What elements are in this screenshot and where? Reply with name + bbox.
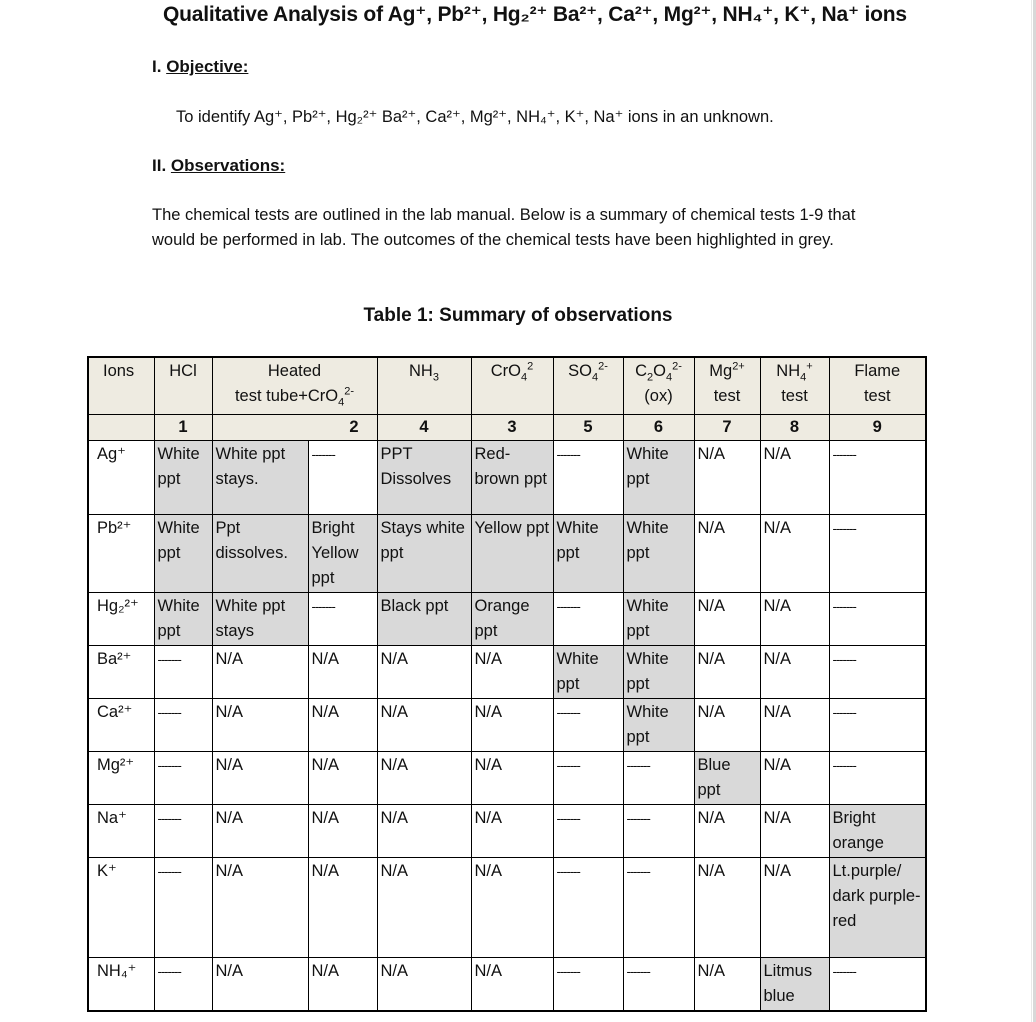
table-cell: Orange ppt bbox=[471, 593, 553, 646]
table-cell: N/A bbox=[471, 958, 553, 1012]
test-number: 8 bbox=[760, 415, 829, 441]
table-cell: White ppt bbox=[154, 515, 212, 593]
table-row bbox=[88, 699, 926, 752]
ion-label: Mg²⁺ bbox=[88, 752, 154, 805]
test-number-blank bbox=[88, 415, 154, 441]
table-cell: ------- bbox=[553, 441, 623, 515]
table-cell: N/A bbox=[471, 752, 553, 805]
table-cell: N/A bbox=[694, 441, 760, 515]
table-cell: PPT Dissolves bbox=[377, 441, 471, 515]
header-nh3: $NH_3$ bbox=[377, 357, 471, 415]
table-cell: N/A bbox=[308, 646, 377, 699]
table-cell: ------- bbox=[308, 441, 377, 515]
header-heated: Heated test tube+CrO$_4^{2-}$ bbox=[212, 357, 377, 415]
table-cell: N/A bbox=[377, 646, 471, 699]
objective-text: To identify Ag⁺, Pb²⁺, Hg₂²⁺ Ba²⁺, Ca²⁺, Mg²⁺, NH₄⁺, K⁺, Na⁺ ions in an unknown. bbox=[176, 108, 774, 126]
table-cell: N/A bbox=[694, 515, 760, 593]
table-cell: White ppt bbox=[623, 699, 694, 752]
header-c2o4: $C_2O_4^{2-}$ (ox) bbox=[623, 357, 694, 415]
table-cell: N/A bbox=[377, 958, 471, 1012]
table-cell: N/A bbox=[212, 805, 308, 858]
ion-label: Ca²⁺ bbox=[88, 699, 154, 752]
page-edge-line bbox=[1031, 0, 1032, 1022]
table-cell: N/A bbox=[471, 805, 553, 858]
table-cell: N/A bbox=[377, 699, 471, 752]
table-cell: White ppt stays bbox=[212, 593, 308, 646]
table-cell: Blue ppt bbox=[694, 752, 760, 805]
table-cell: ------- bbox=[829, 958, 926, 1012]
table-cell: ------- bbox=[553, 593, 623, 646]
table-cell: Stays white ppt bbox=[377, 515, 471, 593]
table-cell: White ppt bbox=[553, 646, 623, 699]
ion-label: Ba²⁺ bbox=[88, 646, 154, 699]
table-cell: N/A bbox=[308, 858, 377, 958]
header-so4: $SO_4^{2-}$ bbox=[553, 357, 623, 415]
table-cell: N/A bbox=[694, 805, 760, 858]
table-cell: N/A bbox=[212, 958, 308, 1012]
ion-label: NH₄⁺ bbox=[88, 958, 154, 1012]
table-cell: ------- bbox=[829, 752, 926, 805]
table-cell: Black ppt bbox=[377, 593, 471, 646]
table-cell: N/A bbox=[212, 858, 308, 958]
table-row bbox=[88, 646, 926, 699]
test-number: 9 bbox=[829, 415, 926, 441]
ion-label: Pb²⁺ bbox=[88, 515, 154, 593]
table-cell: N/A bbox=[308, 958, 377, 1012]
table-cell: ------- bbox=[623, 805, 694, 858]
table-cell: Red-brown ppt bbox=[471, 441, 553, 515]
table-cell: N/A bbox=[471, 858, 553, 958]
table-cell: ------- bbox=[154, 699, 212, 752]
test-number: 4 bbox=[377, 415, 471, 441]
table-cell: ------- bbox=[553, 858, 623, 958]
table-cell: White ppt bbox=[553, 515, 623, 593]
table-cell: White ppt bbox=[154, 441, 212, 515]
test-number: 6 bbox=[623, 415, 694, 441]
table-cell: White ppt bbox=[154, 593, 212, 646]
document-title: Qualitative Analysis of Ag⁺, Pb²⁺, Hg₂²⁺ Ba²⁺, Ca²⁺, Mg²⁺, NH₄⁺, K⁺, Na⁺ ions bbox=[163, 3, 907, 26]
table-row bbox=[88, 593, 926, 646]
table-cell: N/A bbox=[694, 858, 760, 958]
table-cell: ------- bbox=[154, 858, 212, 958]
ion-label: Hg₂²⁺ bbox=[88, 593, 154, 646]
table-cell: White ppt stays. bbox=[212, 441, 308, 515]
test-number: 2 bbox=[212, 415, 377, 441]
table-cell: N/A bbox=[308, 699, 377, 752]
table-cell: N/A bbox=[694, 646, 760, 699]
ion-label: Ag⁺ bbox=[88, 441, 154, 515]
test-number: 5 bbox=[553, 415, 623, 441]
test-number: 7 bbox=[694, 415, 760, 441]
table-cell: White ppt bbox=[623, 515, 694, 593]
table-cell: ------- bbox=[829, 593, 926, 646]
ion-label: Na⁺ bbox=[88, 805, 154, 858]
table-caption: Table 1: Summary of observations bbox=[363, 305, 673, 326]
header-row bbox=[88, 357, 926, 415]
test-number: 1 bbox=[154, 415, 212, 441]
test-number-row bbox=[88, 415, 926, 441]
table-cell: White ppt bbox=[623, 646, 694, 699]
table-cell: N/A bbox=[377, 805, 471, 858]
header-mg-test: $Mg^{2+}$ test bbox=[694, 357, 760, 415]
table-cell: White ppt bbox=[623, 593, 694, 646]
table-cell: ------- bbox=[829, 515, 926, 593]
header-cro4: CrO$_4^2$ bbox=[471, 357, 553, 415]
table-cell: Yellow ppt bbox=[471, 515, 553, 593]
table-cell: ------- bbox=[829, 699, 926, 752]
table-cell: N/A bbox=[377, 858, 471, 958]
table-cell: N/A bbox=[760, 805, 829, 858]
table-cell: N/A bbox=[760, 441, 829, 515]
observations-heading bbox=[152, 156, 285, 176]
observations-heading-num: II. bbox=[152, 156, 167, 175]
table-cell: N/A bbox=[308, 752, 377, 805]
table-cell: ------- bbox=[829, 441, 926, 515]
table-cell: N/A bbox=[377, 752, 471, 805]
table-row bbox=[88, 958, 926, 1012]
observations-table bbox=[87, 356, 927, 1012]
table-row bbox=[88, 858, 926, 958]
table-cell: N/A bbox=[760, 752, 829, 805]
table-cell: N/A bbox=[471, 646, 553, 699]
table-cell: ------- bbox=[623, 958, 694, 1012]
observations-heading-text: Observations: bbox=[170, 156, 286, 175]
table-cell: White ppt bbox=[623, 441, 694, 515]
table-cell: N/A bbox=[212, 752, 308, 805]
test-number: 3 bbox=[471, 415, 553, 441]
table-cell: N/A bbox=[212, 699, 308, 752]
objective-heading-num: I. bbox=[152, 57, 162, 76]
table-cell: N/A bbox=[760, 515, 829, 593]
table-row bbox=[88, 805, 926, 858]
table-cell: ------- bbox=[154, 646, 212, 699]
table-cell: N/A bbox=[694, 593, 760, 646]
table-cell: N/A bbox=[694, 699, 760, 752]
table-row bbox=[88, 752, 926, 805]
table-cell: ------- bbox=[553, 699, 623, 752]
table-cell: N/A bbox=[308, 805, 377, 858]
table-cell: ------- bbox=[553, 805, 623, 858]
table-cell: N/A bbox=[760, 646, 829, 699]
header-flame-test: Flame test bbox=[829, 357, 926, 415]
table-cell: N/A bbox=[760, 699, 829, 752]
table-cell: ------- bbox=[829, 646, 926, 699]
table-cell: N/A bbox=[760, 858, 829, 958]
table-cell: N/A bbox=[760, 593, 829, 646]
table-cell: ------- bbox=[154, 805, 212, 858]
header-ions: Ions bbox=[88, 357, 154, 415]
table-cell: ------- bbox=[308, 593, 377, 646]
table-row bbox=[88, 441, 926, 515]
table-cell: N/A bbox=[471, 699, 553, 752]
header-hcl: HCl bbox=[154, 357, 212, 415]
table-cell: ------- bbox=[553, 958, 623, 1012]
table-cell: ------- bbox=[553, 752, 623, 805]
table-cell: ------- bbox=[623, 752, 694, 805]
table-cell: ------- bbox=[623, 858, 694, 958]
table-cell: Ppt dissolves. bbox=[212, 515, 308, 593]
table-cell: Lt.purple/ dark purple-red bbox=[829, 858, 926, 958]
table-cell: N/A bbox=[212, 646, 308, 699]
observations-text: The chemical tests are outlined in the lab manual. Below is a summary of chemical tests 1-9 that would be performed in lab. The outcomes of the chemical tests have been highlighted in grey. bbox=[152, 206, 856, 249]
header-nh4-test: $NH_4^+$ test bbox=[760, 357, 829, 415]
table-row bbox=[88, 515, 926, 593]
table-cell: Litmus blue bbox=[760, 958, 829, 1012]
table-cell: Bright Yellow ppt bbox=[308, 515, 377, 593]
table-cell: Bright orange bbox=[829, 805, 926, 858]
table-cell: ------- bbox=[154, 958, 212, 1012]
table-cell: N/A bbox=[694, 958, 760, 1012]
objective-heading-text: Objective: bbox=[166, 57, 249, 76]
objective-heading bbox=[152, 57, 248, 77]
ion-label: K⁺ bbox=[88, 858, 154, 958]
table-cell: ------- bbox=[154, 752, 212, 805]
